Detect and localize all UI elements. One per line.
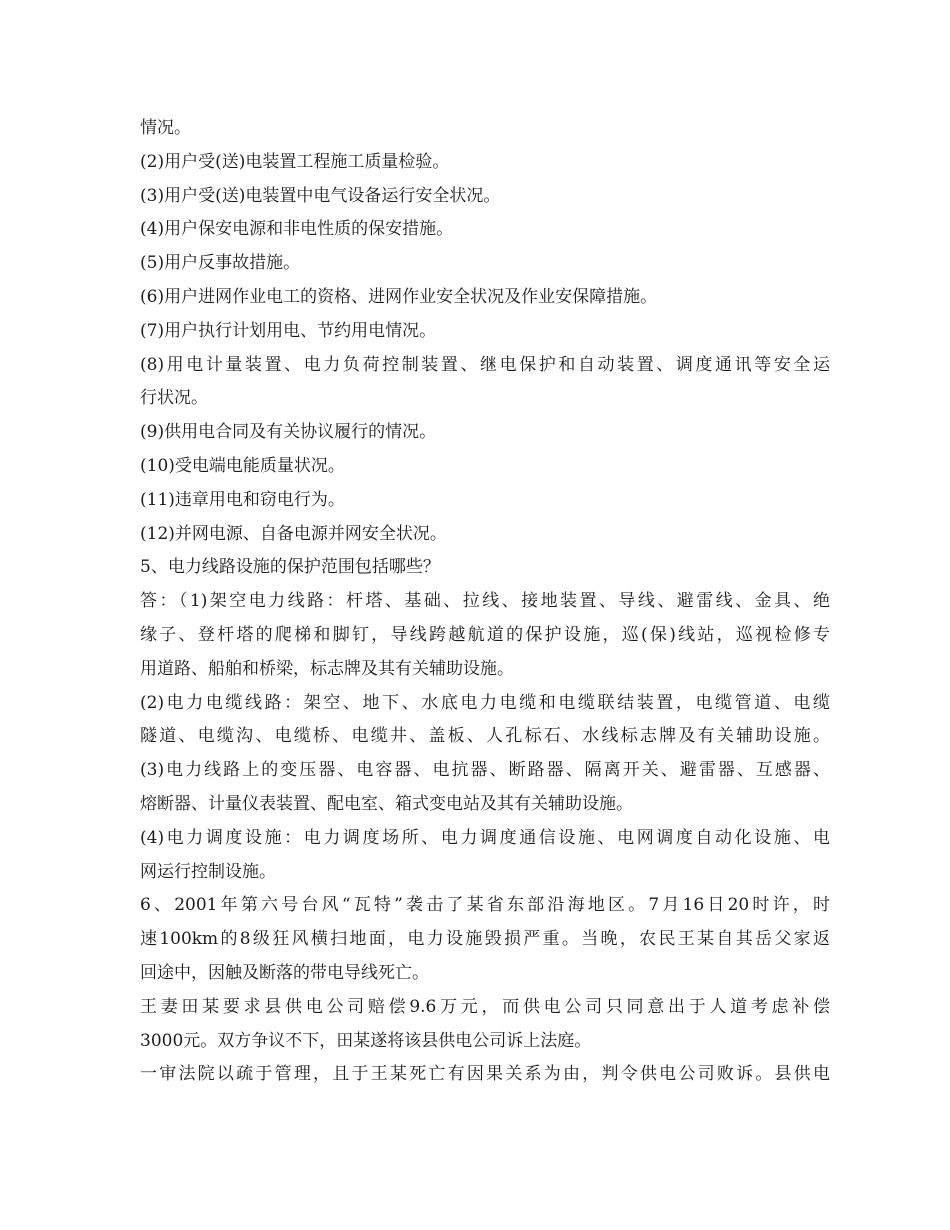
text-line: 答：（1)架空电力线路：杆塔、基础、拉线、接地装置、导线、避雷线、金具、绝 [140,591,830,612]
text-line: 隧道、电缆沟、电缆桥、电缆井、盖板、人孔标石、水线标志牌及有关辅助设施。 [140,726,830,747]
text-line: (10)受电端电能质量状况。 [140,455,345,476]
text-line: (2)电力电缆线路：架空、地下、水底电力电缆和电缆联结装置，电缆管道、电缆 [140,692,830,713]
text-line: 一审法院以疏于管理，且于王某死亡有因果关系为由，判令供电公司败诉。县供电 [140,1064,830,1085]
text-line: 熔断器、计量仪表装置、配电室、箱式变电站及其有关辅助设施。 [140,793,633,814]
text-line: (5)用户反事故措施。 [140,253,301,274]
text-line: (3)电力线路上的变压器、电容器、电抗器、断路器、隔离开关、避雷器、互感器、 [140,760,830,781]
text-line: 缘子、登杆塔的爬梯和脚钉，导线跨越航道的保护设施，巡(保)线站，巡视检修专 [140,624,830,645]
text-line: 王妻田某要求县供电公司赔偿9.6万元，而供电公司只同意出于人道考虑补偿 [140,996,830,1017]
text-line: 情况。 [140,118,191,138]
question-heading: 6、2001年第六号台风“瓦特”袭击了某省东部沿海地区。7月16日20时许，时 [140,895,830,916]
text-line: (12)并网电源、自备电源并网安全状况。 [140,523,447,544]
text-line: (8)用电计量装置、电力负荷控制装置、继电保护和自动装置、调度通讯等安全运 [140,354,830,375]
text-line: 3000元。双方争议不下，田某遂将该县供电公司诉上法庭。 [140,1030,592,1051]
document-body [140,112,830,1092]
text-line: (2)用户受(送)电装置工程施工质量检验。 [140,151,450,172]
text-line: (4)用户保安电源和非电性质的保安措施。 [140,219,454,240]
text-line: (3)用户受(送)电装置中电气设备运行安全状况。 [140,185,501,206]
text-line: 速100km的8级狂风横扫地面，电力设施毁损严重。当晚，农民王某自其岳父家返 [140,929,830,950]
text-line: 回途中，因触及断落的带电导线死亡。 [140,962,429,983]
text-line: (4)电力调度设施：电力调度场所、电力调度通信设施、电网调度自动化设施、电 [140,827,830,848]
text-line: (6)用户进网作业电工的资格、进网作业安全状况及作业安保障措施。 [140,286,658,307]
text-line: (11)违章用电和窃电行为。 [140,489,345,510]
text-line: 网运行控制设施。 [140,861,276,882]
text-line: (7)用户执行计划用电、节约用电情况。 [140,320,437,341]
question-heading: 5、电力线路设施的保护范围包括哪些？ [140,557,440,578]
text-line: (9)供用电合同及有关协议履行的情况。 [140,422,437,443]
text-line: 行状况。 [140,388,208,409]
text-line: 用道路、船舶和桥梁，标志牌及其有关辅助设施。 [140,658,514,679]
